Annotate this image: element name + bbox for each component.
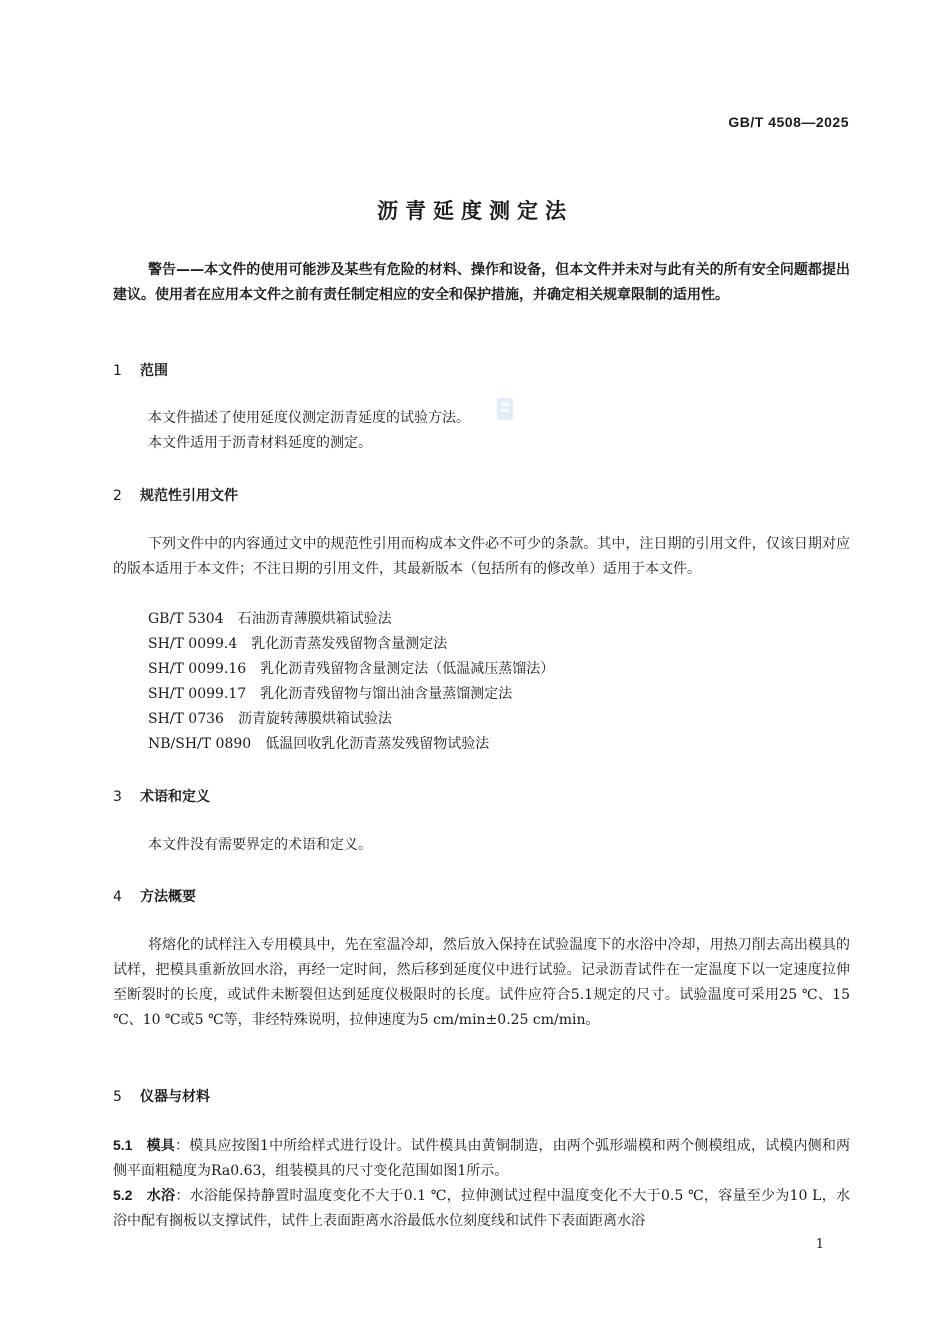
- reference-name: 石油沥青薄膜烘箱试验法: [237, 611, 392, 627]
- section-title: 仪器与材料: [140, 1089, 210, 1105]
- reference-name: 乳化沥青残留物含量测定法（低温减压蒸馏法）: [260, 661, 555, 677]
- clause-text: ：水浴能保持静置时温度变化不大于0.1 ℃，拉伸测试过程中温度变化不大于0.5 ℃，容量至少为10 L，水浴中配有搁板以支撑试件，试件上表面距离水浴最低水位刻度线和试件下表面距离水浴: [113, 1188, 850, 1229]
- section-number: 5: [113, 1089, 122, 1105]
- reference-code: SH/T 0736: [148, 711, 224, 727]
- reference-code: SH/T 0099.17: [148, 686, 247, 702]
- section-title: 方法概要: [140, 889, 196, 905]
- clause-text: ：模具应按图1中所给样式进行设计。试件模具由黄铜制造，由两个弧形端模和两个侧模组成，试模内侧和两侧平面粗糙度为Ra0.63，组装模具的尺寸变化范围如图1所示。: [113, 1138, 851, 1179]
- terms-text: 本文件没有需要界定的术语和定义。: [148, 837, 372, 853]
- method-summary: 将熔化的试样注入专用模具中，先在室温冷却，然后放入保持在试验温度下的水浴中冷却，用热刀削去高出模具的试样，把模具重新放回水浴，再经一定时间，然后移到延度仪中进行试验。记录沥青试件在一定温度下以一定速度拉伸至断裂时的长度，或试件未断裂但达到延度仪极限时的长度。试件应符合5.1规定的尺寸。试验温度可采用25 ℃、15 ℃、10 ℃或5 ℃等，非经特殊说明，拉伸速度为5 cm/min±0.25 cm/min。: [113, 937, 850, 1028]
- warning-paragraph: 警告——本文件的使用可能涉及某些有危险的材料、操作和设备，但本文件并未对与此有关的所有安全问题都提出建议。使用者在应用本文件之前有责任制定相应的安全和保护措施，并确定相关规章限制的适用性。: [113, 262, 850, 303]
- reference-item: [148, 707, 392, 732]
- reference-code: GB/T 5304: [148, 611, 224, 627]
- section-number: 4: [113, 889, 122, 905]
- section-1-heading: [113, 360, 168, 380]
- reference-name: 低温回收乳化沥青蒸发残留物试验法: [265, 736, 490, 752]
- clause-5-1: [113, 1133, 850, 1184]
- standard-number: GB/T 4508—2025: [728, 114, 849, 130]
- reference-item: [148, 632, 447, 657]
- reference-item: [148, 607, 392, 632]
- section-number: 3: [113, 789, 122, 805]
- document-title: 沥青延度测定法: [377, 199, 573, 223]
- clause-number: 5.2: [113, 1187, 133, 1203]
- watermark-logo: [494, 396, 516, 422]
- section-number: 1: [113, 363, 122, 379]
- reference-item: [148, 657, 554, 682]
- reference-item: [148, 682, 512, 707]
- section-number: 2: [113, 488, 122, 504]
- section-3-heading: [113, 786, 210, 806]
- reference-code: NB/SH/T 0890: [148, 736, 252, 752]
- page-number: 1: [815, 1237, 824, 1252]
- scope-line: 本文件描述了使用延度仪测定沥青延度的试验方法。: [148, 410, 470, 426]
- normative-intro: 下列文件中的内容通过文中的规范性引用而构成本文件必不可少的条款。其中，注日期的引用文件，仅该日期对应的版本适用于本文件；不注日期的引用文件，其最新版本（包括所有的修改单）适用于本文件。: [113, 536, 850, 577]
- section-title: 范围: [140, 363, 168, 379]
- section-5-heading: [113, 1086, 210, 1106]
- section-4-heading: [113, 886, 196, 906]
- scope-line: 本文件适用于沥青材料延度的测定。: [148, 435, 372, 451]
- reference-code: SH/T 0099.4: [148, 636, 238, 652]
- reference-name: 沥青旋转薄膜烘箱试验法: [237, 711, 392, 727]
- clause-term: 水浴: [146, 1188, 176, 1204]
- clause-number: 5.1: [113, 1137, 133, 1153]
- reference-name: 乳化沥青残留物与馏出油含量蒸馏测定法: [260, 686, 513, 702]
- section-title: 术语和定义: [140, 789, 210, 805]
- clause-term: 模具: [146, 1138, 175, 1154]
- reference-code: SH/T 0099.16: [148, 661, 247, 677]
- section-2-heading: [113, 485, 238, 505]
- reference-item: [148, 732, 489, 757]
- clause-5-2: [113, 1183, 850, 1234]
- section-title: 规范性引用文件: [140, 488, 238, 504]
- reference-name: 乳化沥青蒸发残留物含量测定法: [251, 636, 448, 652]
